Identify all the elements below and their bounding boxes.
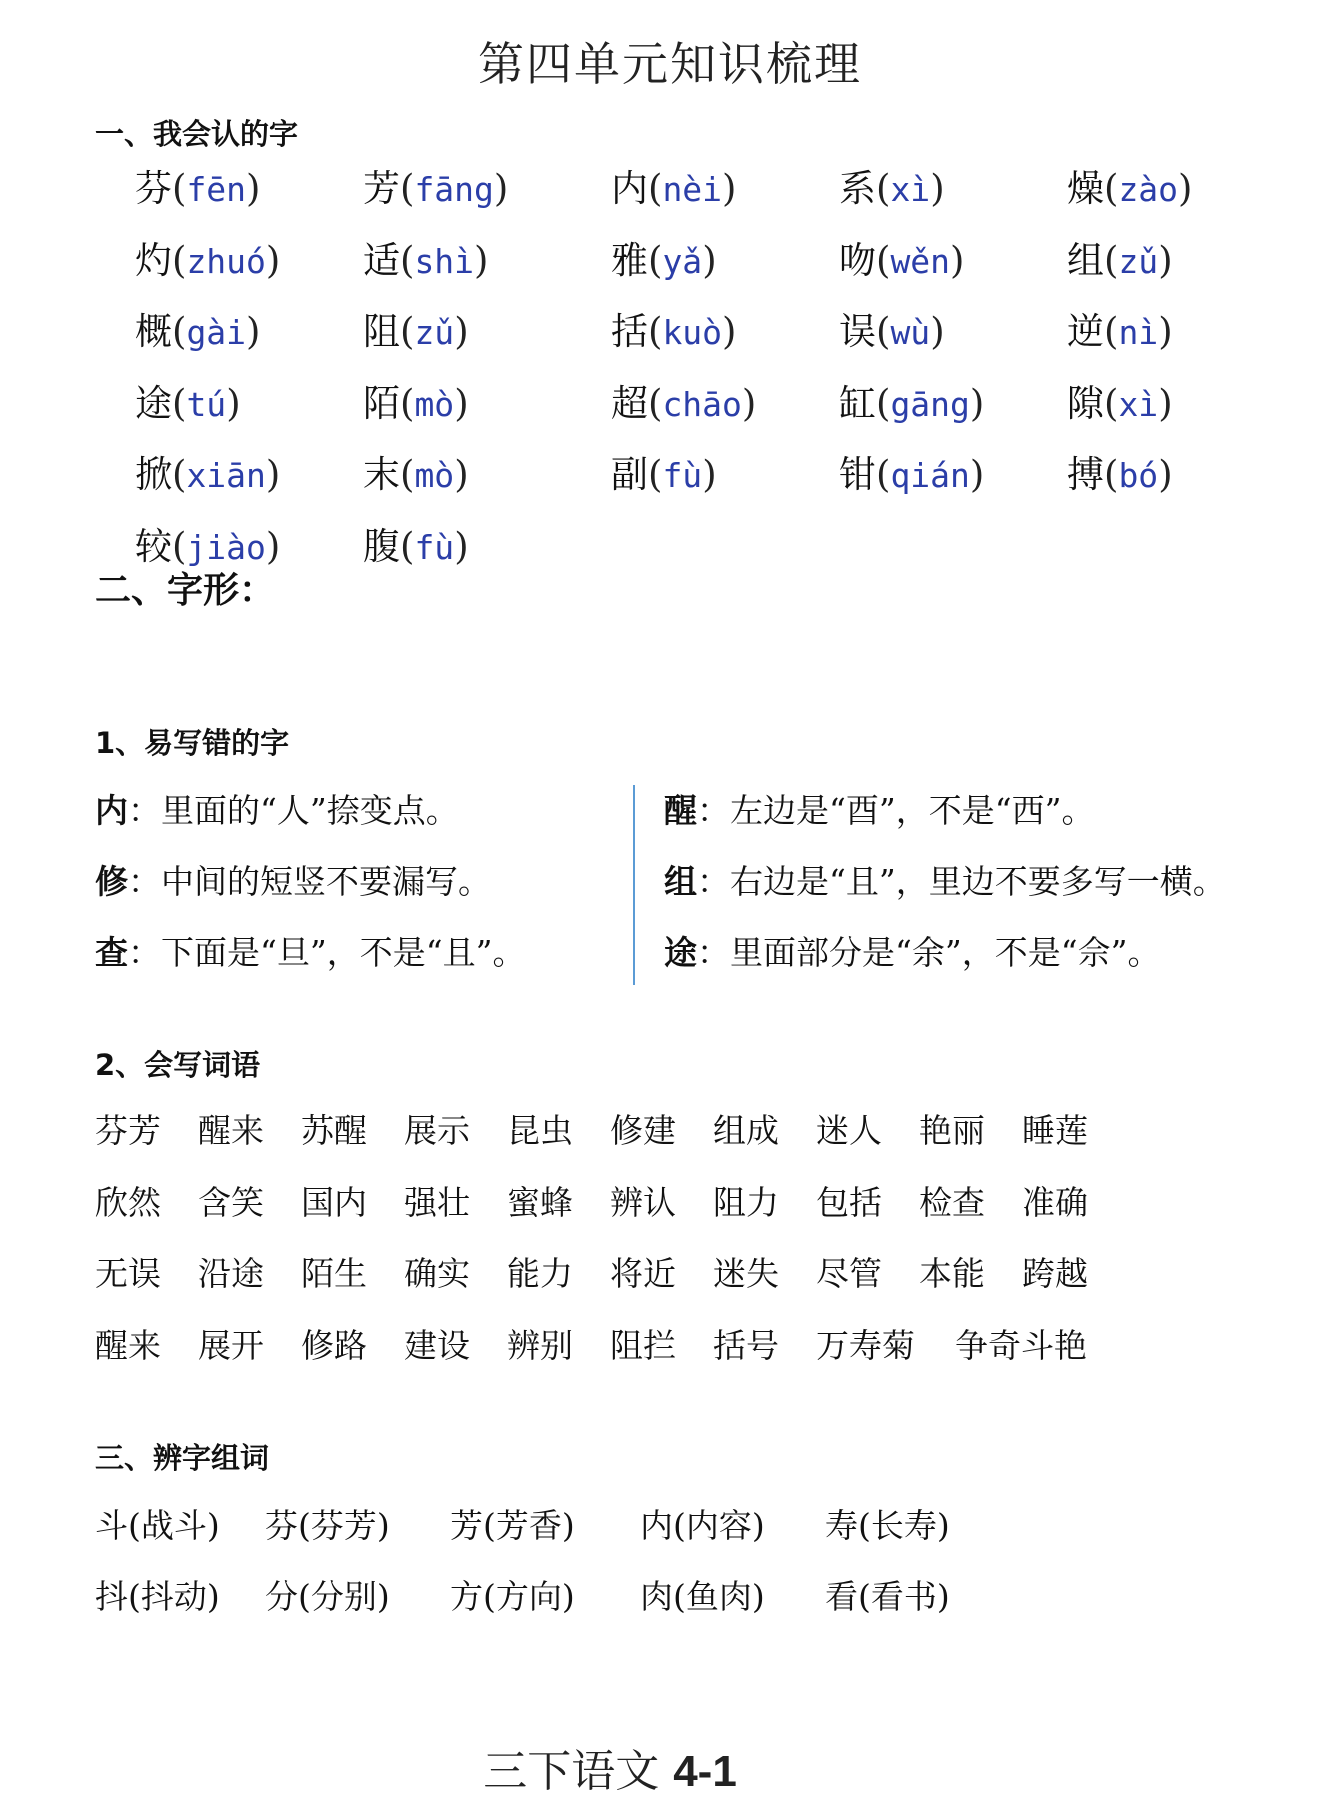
- section3-heading: 三、辨字组词: [95, 1441, 270, 1475]
- error-colon: ：: [697, 933, 730, 972]
- char-text: 组: [1067, 238, 1104, 282]
- char-item: [135, 238, 363, 314]
- char-item: [611, 238, 839, 314]
- paren-close: ): [226, 381, 241, 425]
- char-text: 超: [611, 381, 648, 425]
- paren-close: ): [741, 381, 757, 425]
- char-text: 途: [135, 381, 172, 425]
- paren-open: (: [1104, 167, 1119, 210]
- paren-open: (: [172, 381, 187, 425]
- pinyin-text: zhuó: [186, 241, 266, 281]
- paren-close: ): [1178, 167, 1193, 210]
- word-item: 将近: [610, 1254, 676, 1293]
- paren-open: (: [400, 524, 415, 568]
- char-text: 钳: [839, 453, 876, 496]
- pair-item: 斗(战斗): [95, 1506, 220, 1545]
- paren-open: (: [876, 453, 891, 496]
- word-item: 括号: [713, 1325, 779, 1365]
- char-item: [839, 453, 1067, 528]
- footer-page-number: 4-1: [673, 1747, 737, 1796]
- paren-close: ): [265, 524, 281, 568]
- pair-item: 芳(芳香): [450, 1506, 575, 1545]
- word-row: [95, 1248, 1125, 1320]
- word-row: [95, 1320, 1125, 1392]
- char-item: [363, 524, 611, 600]
- error-char: 内: [95, 791, 128, 830]
- paren-close: ): [930, 167, 945, 210]
- word-item: 辨认: [610, 1182, 676, 1222]
- error-prone-item: [664, 927, 1226, 998]
- word-item: 万寿菊: [816, 1325, 915, 1365]
- word-item: 国内: [301, 1182, 367, 1222]
- error-note: 左边是“酉”，不是“西”。: [730, 791, 1095, 830]
- char-item: [135, 310, 363, 385]
- error-prone-item: [664, 785, 1226, 856]
- char-item: [135, 453, 363, 528]
- char-pairs-list: [95, 1500, 995, 1642]
- error-char: 修: [95, 862, 128, 901]
- paren-open: (: [1104, 310, 1119, 353]
- pinyin-text: shì: [414, 241, 475, 281]
- pinyin-text: nì: [1118, 313, 1159, 352]
- char-text: 陌: [363, 381, 400, 425]
- char-item: [135, 167, 363, 242]
- paren-close: ): [246, 310, 261, 353]
- word-item: 跨越: [1022, 1254, 1088, 1293]
- word-item: 确实: [404, 1254, 470, 1293]
- paren-close: ): [246, 167, 261, 210]
- pair-item: 看(看书): [825, 1577, 950, 1616]
- word-item: 芬芳: [95, 1111, 161, 1150]
- pinyin-text: chāo: [662, 384, 742, 424]
- paren-open: (: [172, 310, 187, 353]
- error-char: 查: [95, 933, 128, 972]
- char-text: 末: [363, 453, 400, 496]
- char-item: [363, 310, 611, 385]
- paren-close: ): [265, 453, 281, 496]
- section2-heading: 二、字形：: [95, 570, 276, 611]
- char-text: 适: [363, 238, 400, 282]
- word-item: 醒来: [198, 1111, 264, 1150]
- pair-row: [95, 1571, 995, 1642]
- char-item: [1067, 381, 1295, 457]
- word-item: 沿途: [198, 1254, 264, 1293]
- char-text: 系: [839, 167, 876, 210]
- word-item: 醒来: [95, 1325, 161, 1365]
- char-text: 搏: [1067, 453, 1104, 496]
- char-item: [135, 381, 363, 457]
- word-item: 组成: [713, 1111, 779, 1150]
- paren-close: ): [1158, 238, 1173, 282]
- paren-open: (: [648, 167, 663, 210]
- column-divider: [633, 785, 635, 985]
- error-prone-item: [95, 856, 525, 927]
- pair-row: [95, 1500, 995, 1571]
- pinyin-text: qián: [890, 456, 970, 495]
- error-char: 醒: [664, 791, 697, 830]
- paren-close: ): [969, 381, 985, 425]
- word-item: 昆虫: [507, 1111, 573, 1150]
- pinyin-text: yǎ: [662, 241, 703, 281]
- pinyin-text: xì: [890, 170, 931, 209]
- paren-close: ): [969, 453, 985, 496]
- word-item: 准确: [1022, 1182, 1088, 1222]
- word-item: 检查: [919, 1182, 985, 1222]
- char-text: 较: [135, 524, 172, 568]
- paren-close: ): [702, 453, 717, 496]
- error-char: 途: [664, 933, 697, 972]
- word-item: 修建: [610, 1111, 676, 1150]
- char-item: [839, 167, 1067, 242]
- word-item: 强壮: [404, 1182, 470, 1222]
- pair-item: 抖(抖动): [95, 1577, 220, 1616]
- char-item: [363, 238, 611, 314]
- pair-item: 肉(鱼肉): [640, 1577, 765, 1616]
- word-item: 陌生: [301, 1254, 367, 1293]
- paren-open: (: [648, 238, 663, 282]
- word-row: [95, 1105, 1125, 1177]
- char-text: 腹: [363, 524, 400, 568]
- char-text: 误: [839, 310, 876, 353]
- word-item: 建设: [404, 1325, 470, 1365]
- word-item: 本能: [919, 1254, 985, 1293]
- word-item: 苏醒: [301, 1111, 367, 1150]
- word-item: 尽管: [816, 1254, 882, 1293]
- pair-item: 分(分别): [265, 1577, 390, 1616]
- paren-close: ): [265, 238, 281, 282]
- paren-open: (: [400, 238, 415, 282]
- pinyin-text: nèi: [662, 170, 723, 209]
- paren-close: ): [454, 381, 469, 425]
- error-prone-item: [664, 856, 1226, 927]
- char-item: [363, 167, 611, 242]
- error-note: 右边是“且”，里边不要多写一横。: [730, 862, 1226, 901]
- char-item: [839, 310, 1067, 385]
- char-item: [363, 453, 611, 528]
- word-item: 修路: [301, 1325, 367, 1365]
- pinyin-text: zǔ: [1118, 241, 1159, 281]
- footer-label: 三下语文: [483, 1746, 660, 1797]
- word-item: 阻力: [713, 1182, 779, 1222]
- paren-close: ): [1158, 310, 1173, 353]
- paren-close: ): [702, 238, 717, 282]
- char-text: 灼: [135, 238, 172, 282]
- pinyin-text: zào: [1118, 170, 1179, 209]
- pinyin-text: wěn: [890, 241, 951, 281]
- word-item: 睡莲: [1022, 1111, 1088, 1150]
- char-item: [1067, 310, 1295, 385]
- recognize-chars-grid: [135, 167, 1285, 599]
- error-prone-right-list: [664, 785, 1226, 998]
- word-item: 欣然: [95, 1182, 161, 1222]
- word-item: 迷失: [713, 1254, 779, 1293]
- paren-open: (: [400, 453, 415, 496]
- char-text: 缸: [839, 381, 876, 425]
- error-note: 下面是“旦”，不是“且”。: [161, 933, 526, 972]
- page-footer: [0, 1735, 1220, 1799]
- error-colon: ：: [128, 862, 161, 901]
- paren-open: (: [876, 381, 891, 425]
- error-note: 中间的短竖不要漏写。: [161, 862, 491, 901]
- paren-open: (: [172, 238, 187, 282]
- paren-close: ): [950, 238, 965, 282]
- paren-open: (: [648, 310, 663, 353]
- word-item: 能力: [507, 1254, 573, 1293]
- error-char: 组: [664, 862, 697, 901]
- pinyin-text: tú: [186, 384, 227, 424]
- char-text: 燥: [1067, 167, 1104, 210]
- paren-close: ): [454, 524, 469, 568]
- char-item: [1067, 238, 1295, 314]
- char-item: [839, 238, 1067, 314]
- word-item: 蜜蜂: [507, 1182, 573, 1222]
- word-row: [95, 1177, 1125, 1249]
- paren-open: (: [1104, 453, 1119, 496]
- word-item: 艳丽: [919, 1111, 985, 1150]
- paren-open: (: [172, 524, 187, 568]
- char-text: 吻: [839, 238, 876, 282]
- word-item: 包括: [816, 1182, 882, 1222]
- char-text: 芬: [135, 167, 172, 210]
- paren-close: ): [493, 167, 509, 210]
- char-item: [611, 310, 839, 385]
- pinyin-text: mò: [414, 384, 455, 424]
- pinyin-text: wù: [890, 313, 931, 352]
- char-item: [611, 381, 839, 457]
- page-title: 第四单元知识梳理: [478, 37, 862, 91]
- paren-close: ): [454, 310, 469, 353]
- paren-close: ): [1158, 381, 1173, 425]
- word-item: 迷人: [816, 1111, 882, 1150]
- write-words-list: [95, 1105, 1125, 1391]
- paren-open: (: [876, 310, 891, 353]
- paren-close: ): [930, 310, 945, 353]
- paren-open: (: [876, 238, 891, 282]
- paren-close: ): [722, 310, 737, 353]
- word-item: 争奇斗艳: [955, 1325, 1087, 1365]
- char-text: 括: [611, 310, 648, 353]
- paren-open: (: [1104, 381, 1119, 425]
- char-item: [839, 381, 1067, 457]
- error-colon: ：: [128, 933, 161, 972]
- char-item: [1067, 453, 1295, 528]
- error-note: 里面的“人”捺变点。: [161, 791, 459, 830]
- char-text: 概: [135, 310, 172, 353]
- char-text: 内: [611, 167, 648, 210]
- pinyin-text: fāng: [414, 170, 494, 209]
- error-note: 里面部分是“余”，不是“佘”。: [730, 933, 1161, 972]
- paren-open: (: [172, 167, 187, 210]
- pair-item: 芬(芬芳): [265, 1506, 390, 1545]
- pinyin-text: mò: [414, 456, 455, 495]
- paren-open: (: [876, 167, 891, 210]
- char-text: 副: [611, 453, 648, 496]
- paren-open: (: [648, 381, 663, 425]
- error-prone-left-list: [95, 785, 525, 998]
- paren-open: (: [400, 310, 415, 353]
- paren-open: (: [400, 167, 415, 210]
- pinyin-text: bó: [1118, 456, 1159, 495]
- error-colon: ：: [697, 862, 730, 901]
- word-item: 阻拦: [610, 1325, 676, 1365]
- char-text: 逆: [1067, 310, 1104, 353]
- char-item: [1067, 167, 1295, 242]
- char-text: 阻: [363, 310, 400, 353]
- paren-open: (: [400, 381, 415, 425]
- paren-close: ): [454, 453, 469, 496]
- char-text: 掀: [135, 453, 172, 496]
- error-prone-item: [95, 785, 525, 856]
- paren-open: (: [1104, 238, 1119, 282]
- word-item: 无误: [95, 1254, 161, 1293]
- error-colon: ：: [128, 791, 161, 830]
- pinyin-text: jiào: [186, 527, 266, 567]
- char-text: 隙: [1067, 381, 1104, 425]
- char-item: [611, 167, 839, 242]
- pinyin-text: kuò: [662, 313, 723, 352]
- pinyin-text: xì: [1118, 384, 1159, 424]
- word-item: 展示: [404, 1111, 470, 1150]
- paren-close: ): [722, 167, 737, 210]
- pinyin-text: fù: [662, 456, 703, 495]
- error-prone-item: [95, 927, 525, 998]
- paren-open: (: [648, 453, 663, 496]
- paren-open: (: [172, 453, 187, 496]
- paren-close: ): [474, 238, 489, 282]
- pinyin-text: xiān: [186, 456, 266, 495]
- char-item: [611, 453, 839, 528]
- char-text: 雅: [611, 238, 648, 282]
- word-item: 含笑: [198, 1182, 264, 1222]
- pinyin-text: fēn: [186, 170, 247, 209]
- error-prone-heading: 1、易写错的字: [95, 726, 290, 760]
- pinyin-text: gāng: [890, 384, 970, 424]
- pinyin-text: gài: [186, 313, 247, 352]
- word-item: 展开: [198, 1325, 264, 1365]
- word-item: 辨别: [507, 1325, 573, 1365]
- pinyin-text: zǔ: [414, 313, 455, 352]
- pinyin-text: fù: [414, 527, 455, 567]
- pair-item: 方(方向): [450, 1577, 575, 1616]
- pair-item: 内(内容): [640, 1506, 765, 1545]
- paren-close: ): [1158, 453, 1173, 496]
- error-colon: ：: [697, 791, 730, 830]
- pair-item: 寿(长寿): [825, 1506, 950, 1545]
- section1-heading: 一、我会认的字: [95, 117, 299, 151]
- char-text: 芳: [363, 167, 400, 210]
- char-item: [363, 381, 611, 457]
- write-words-heading: 2、会写词语: [95, 1048, 261, 1082]
